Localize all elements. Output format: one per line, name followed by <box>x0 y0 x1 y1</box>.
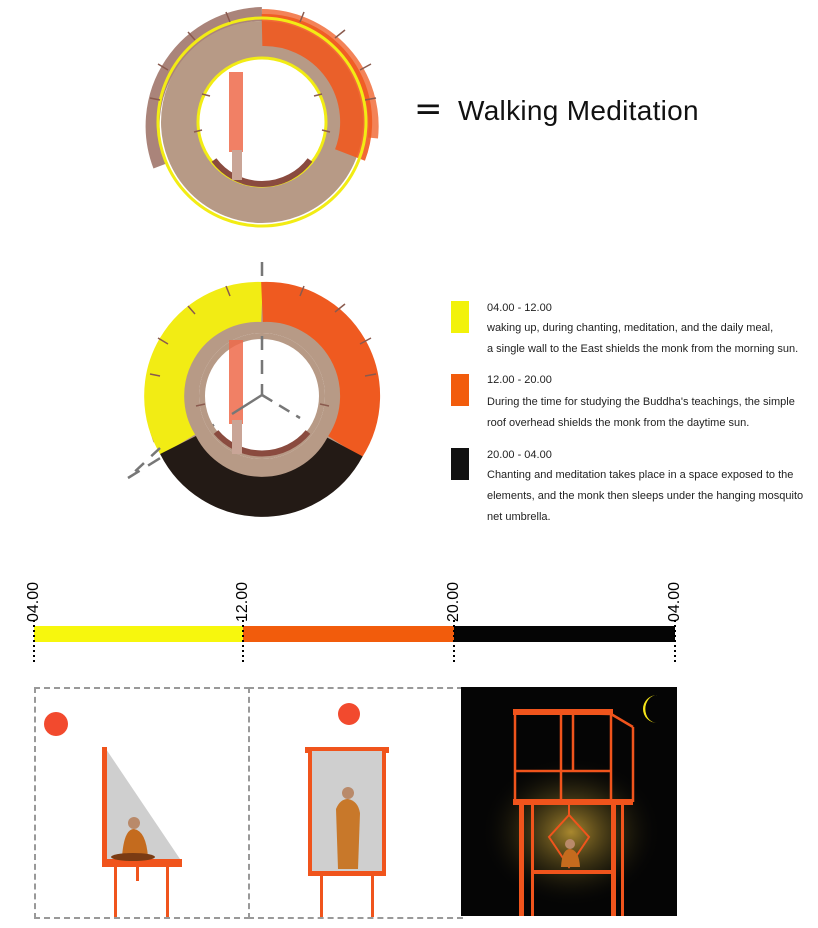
legend-time-morning: 04.00 - 12.00 <box>487 302 552 314</box>
legend-desc-night-line3: net umbrella. <box>487 511 551 523</box>
night-scene <box>461 687 677 916</box>
bottom-plan-time-zones <box>128 262 376 497</box>
afternoon-scene <box>250 689 463 917</box>
timeline-segment-afternoon <box>243 626 454 642</box>
moon-icon <box>643 695 657 723</box>
timeline-label-1: 12.00 <box>234 581 251 622</box>
top-plan-bridge-lower <box>232 150 242 180</box>
panel-night <box>461 687 677 916</box>
timeline-segment-night <box>454 626 675 642</box>
morning-wall <box>102 747 107 861</box>
legend-desc-night-line1: Chanting and meditation takes place in a space exposed to the <box>487 469 794 481</box>
equals-symbol: = <box>414 89 443 129</box>
legend-time-afternoon: 12.00 - 20.00 <box>487 374 552 386</box>
timeline-segment-morning <box>34 626 243 642</box>
timeline-label-3: 04.00 <box>666 581 683 622</box>
legend-time-night: 20.00 - 04.00 <box>487 449 552 461</box>
legend-desc-night <box>487 465 807 528</box>
legend-desc-night-line2: elements, and the monk then sleeps under the hanging mosquito <box>487 490 804 502</box>
sun-icon <box>338 703 360 725</box>
morning-scene <box>36 689 250 917</box>
panel-afternoon <box>248 687 463 919</box>
legend-desc-morning-line2: a single wall to the East shields the monk from the morning sun. <box>487 343 799 355</box>
legend-desc-afternoon-line2: roof overhead shields the monk from the daytime sun. <box>487 417 750 429</box>
top-plan-walking-meditation <box>150 12 376 226</box>
legend-swatch-afternoon <box>451 374 469 406</box>
timeline <box>0 560 818 670</box>
panel-morning <box>34 687 250 919</box>
sun-icon <box>44 712 68 736</box>
top-plan-bridge <box>229 72 243 152</box>
legend-desc-morning <box>487 318 807 360</box>
timeline-label-0: 04.00 <box>25 581 42 622</box>
legend-swatch-night <box>451 448 469 480</box>
legend-desc-afternoon-line1: During the time for studying the Buddha's teachings, the simple <box>487 396 795 408</box>
page-title: Walking Meditation <box>458 95 699 126</box>
legend-desc-morning-line1: waking up, during chanting, meditation, and the daily meal, <box>487 322 774 334</box>
legend-desc-afternoon <box>487 392 807 434</box>
timeline-label-2: 20.00 <box>445 581 462 622</box>
legend-swatch-morning <box>451 301 469 333</box>
